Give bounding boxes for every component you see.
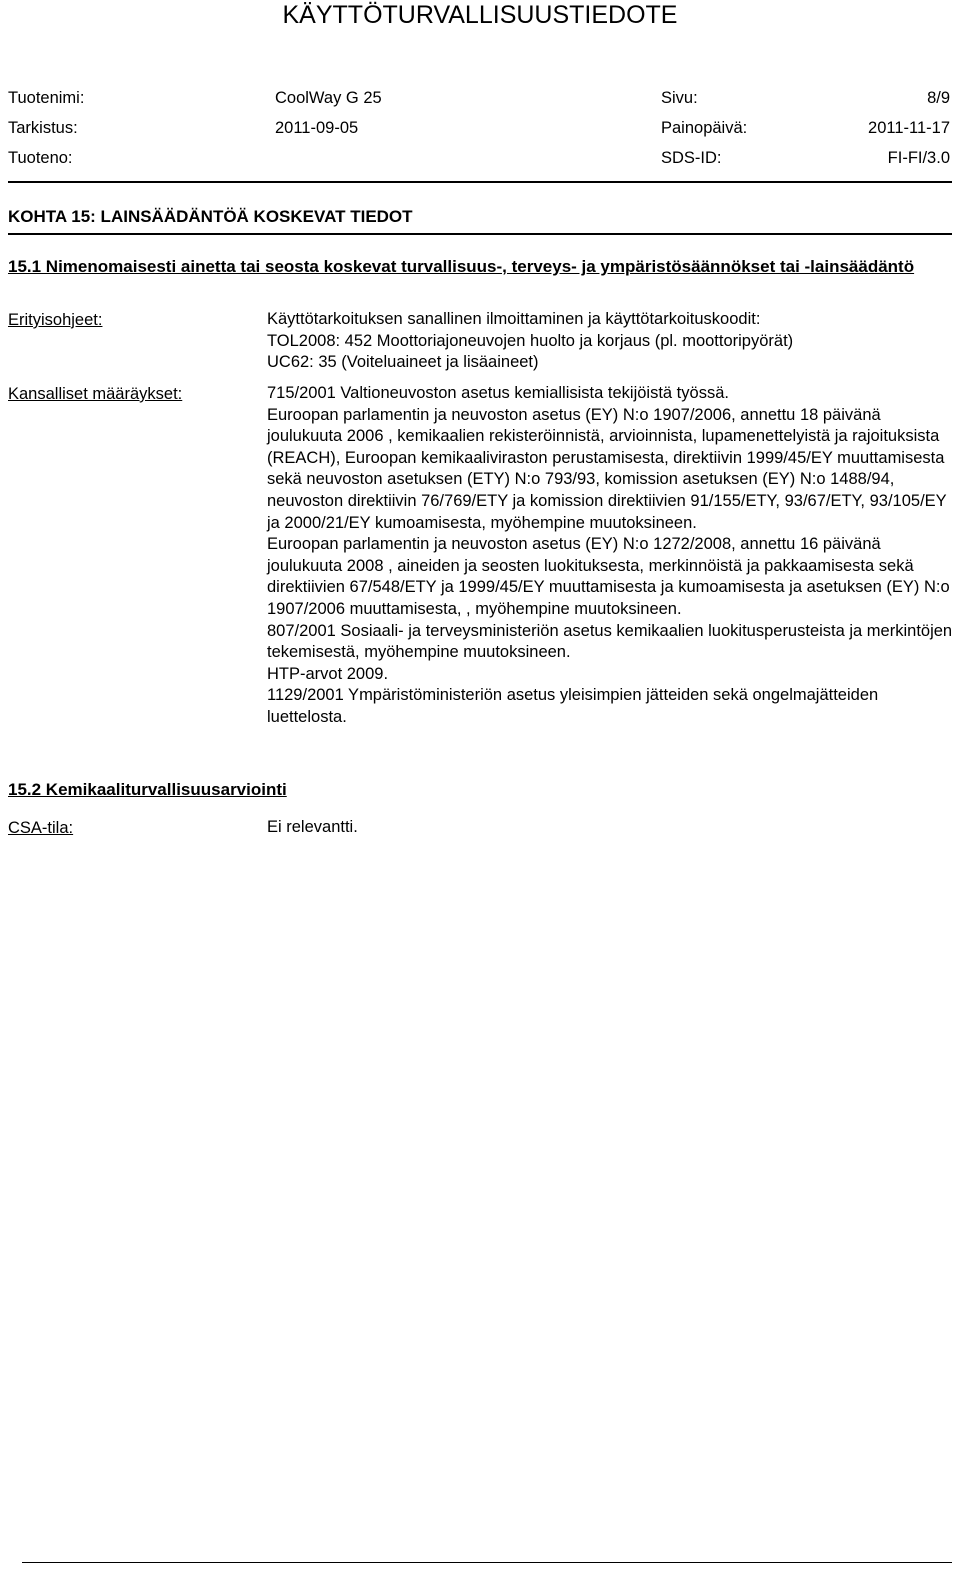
regulation-paragraph: 715/2001 Valtioneuvoston asetus kemiallisista tekijöistä työssä. [267, 384, 729, 402]
header-row-revision [0, 119, 960, 141]
header-row-product-number [0, 149, 960, 171]
regulation-paragraph: Euroopan parlamentin ja neuvoston asetus (EY) N:o 1907/2006, annettu 18 päivänä joulukuuta 2006 , kemikaalien rekisteröinnistä, arvioinnista, lupamenettelyistä ja rajoituksista (REACH), Euroopan kemikaaliviraston perustamisesta, direktiivin 1999/45/EY muuttamisesta sekä neuvoston asetuksen (ETY) N:o 793/93, komission asetuksen (EY) N:o 1488/94, neuvoston direktiivin 76/769/ETY ja komission direktiivien 91/155/ETY, 93/67/ETY, 93/105/EY ja 2000/21/EY kumoamisesta, myöhempine muutoksineen. [267, 405, 947, 532]
special-instructions-line: TOL2008: 452 Moottoriajoneuvojen huolto ja korjaus (pl. moottoripyörät) [267, 331, 794, 350]
revision-value: 2011-09-05 [275, 119, 359, 137]
product-name-value: CoolWay G 25 [275, 89, 382, 107]
sds-id-value: FI-FI/3.0 [887, 149, 950, 167]
revision-label: Tarkistus: [8, 119, 78, 137]
special-instructions-line: UC62: 35 (Voiteluaineet ja lisäaineet) [267, 353, 539, 372]
special-instructions-label: Erityisohjeet: [8, 311, 103, 329]
csa-status-value: Ei relevantti. [267, 818, 358, 836]
special-instructions-line: Käyttötarkoituksen sanallinen ilmoittaminen ja käyttötarkoituskoodit: [267, 310, 761, 328]
regulation-paragraph: Euroopan parlamentin ja neuvoston asetus (EY) N:o 1272/2008, annettu 16 päivänä joulukuuta 2008 , aineiden ja seosten luokituksesta, merkinnöistä ja pakkaamisesta sekä direktiivien 67/548/ETY ja 1999/45/EY muuttamisesta ja kumoamisesta ja asetuksen (EY) N:o 1907/2006 muuttamisesta, , myöhempine muutoksineen. [267, 535, 950, 618]
section-divider [8, 233, 952, 235]
sds-id-label: SDS-ID: [661, 149, 722, 167]
section-15-heading: KOHTA 15: LAINSÄÄDÄNTÖÄ KOSKEVAT TIEDOT [8, 207, 413, 226]
page-label: Sivu: [661, 89, 698, 107]
print-date-label: Painopäivä: [661, 119, 748, 137]
national-regulations-label: Kansalliset määräykset: [8, 385, 183, 403]
national-regulations-value [267, 383, 955, 729]
special-instructions-value [267, 309, 955, 374]
header-row-product-name [0, 89, 960, 111]
product-number-label: Tuoteno: [8, 149, 73, 167]
csa-status-label: CSA-tila: [8, 819, 74, 837]
page-value: 8/9 [927, 89, 950, 107]
print-date-value: 2011-11-17 [868, 119, 950, 137]
regulation-paragraph: HTP-arvot 2009. [267, 664, 389, 683]
footer-divider [22, 1562, 952, 1563]
subsection-15-2-heading: 15.2 Kemikaaliturvallisuusarviointi [8, 780, 287, 799]
regulation-paragraph: 1129/2001 Ympäristöministeriön asetus yleisimpien jätteiden sekä ongelmajätteiden luettelosta. [267, 686, 879, 726]
regulation-paragraph: 807/2001 Sosiaali- ja terveysministeriön asetus kemikaalien luokitusperusteista ja merkintöjen tekemisestä, myöhempine muutoksineen. [267, 621, 953, 662]
subsection-15-1-heading: 15.1 Nimenomaisesti ainetta tai seosta koskevat turvallisuus-, terveys- ja ympäristösäännökset tai -lainsäädäntö [8, 257, 915, 276]
header-divider [8, 181, 952, 183]
document-title: KÄYTTÖTURVALLISUUSTIEDOTE [282, 1, 678, 29]
product-name-label: Tuotenimi: [8, 89, 85, 107]
